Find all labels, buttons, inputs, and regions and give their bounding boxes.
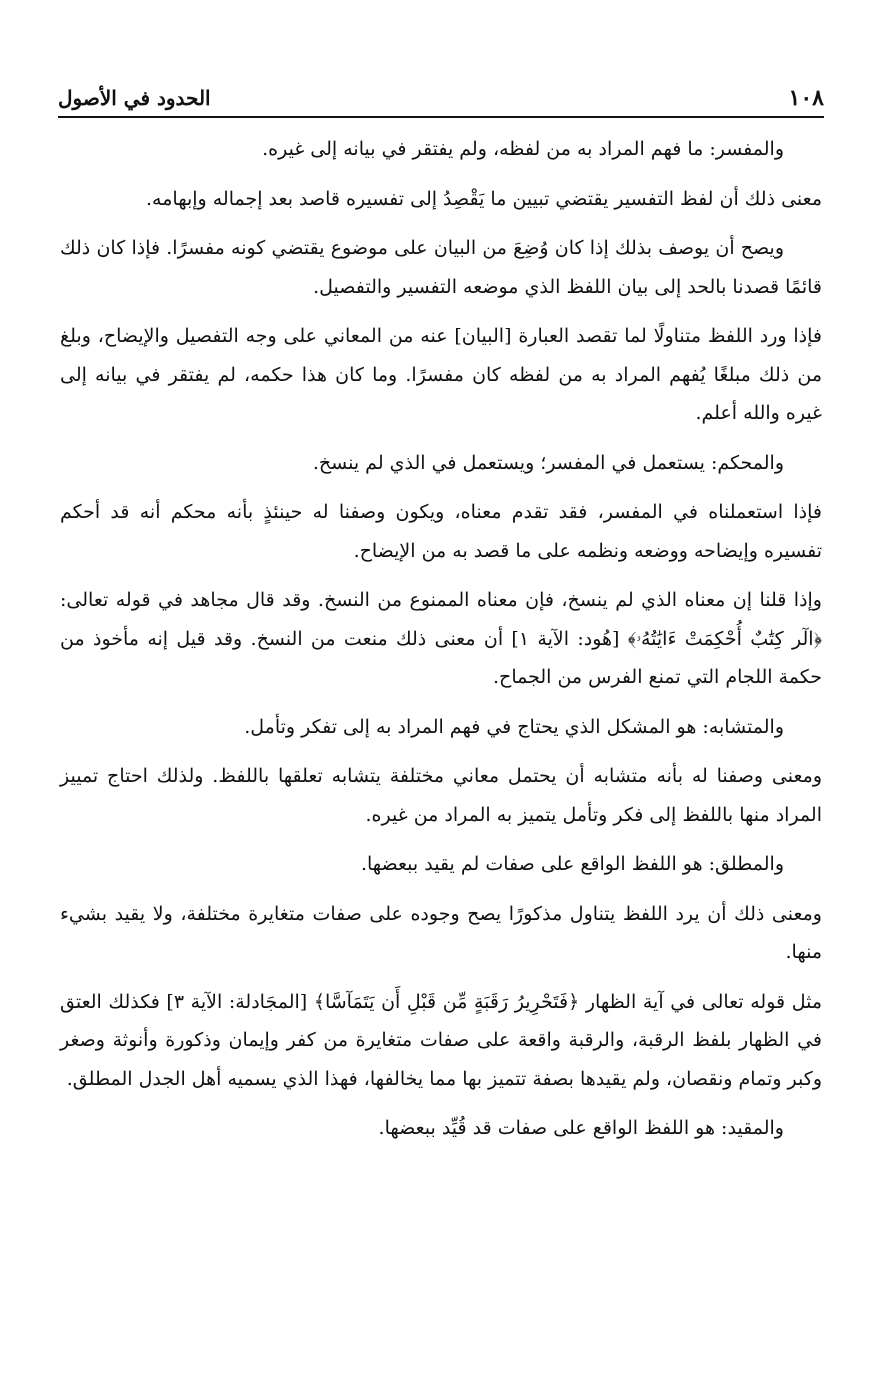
paragraph-abrogation-verse: وإذا قلنا إن معناه الذي لم ينسخ، فإن معناه الممنوع من النسخ. وقد قال مجاهد في قوله تعالى: ﴿الٓر كِتَٰبٌ أُحْكِمَتْ ءَايَٰتُهُۥ﴾ [هُود: الآية ١] أن معنى ذلك منعت من النسخ. وقد قيل إنه مأخوذ من حكمة اللجام التي تمنع الفرس من الجماح.: [60, 589, 822, 688]
paragraph-mutlaq-definition: والمطلق: هو اللفظ الواقع على صفات لم يقيد ببعضها.: [360, 853, 784, 875]
paragraph-mutashabih-definition: والمتشابه: هو المشكل الذي يحتاج في فهم المراد به إلى تفكر وتأمل.: [244, 715, 784, 738]
page-body: [60, 130, 822, 1159]
paragraph-mufassar-definition: والمفسر: ما فهم المراد به من لفظه، ولم يفتقر في بيانه إلى غيره.: [262, 138, 784, 160]
running-title: الحدود في الأصول: [58, 86, 211, 110]
paragraph-description-validity: ويصح أن يوصف بذلك إذا كان وُضِعَ من البيان على موضوع يقتضي كونه مفسرًا. فإذا كان ذلك قائمًا قصدنا بالحد إلى بيان اللفظ الذي موضعه التفسير والتفصيل.: [60, 237, 822, 298]
paragraph-zihar-verse: مثل قوله تعالى في آية الظهار ﴿فَتَحْرِيرُ رَقَبَةٍ مِّن قَبْلِ أَن يَتَمَآسَّا﴾ [المجَادلة: الآية ٣] فكذلك العتق في الظهار بلفظ الرقبة، والرقبة واقعة على صفات متغايرة من كفر وإيمان وذكورة وأنوثة وصغر وكبر وتمام ونقصان، ولم يقيدها بصفة تتميز بها مما يخالفها، فهذا الذي يسميه أهل الجدل المطلق.: [60, 990, 823, 1090]
header-rule: [58, 116, 824, 118]
paragraph-mutashabih-meaning: ومعنى وصفنا له بأنه متشابه أن يحتمل معاني مختلفة يتشابه تعلقها باللفظ. ولذلك احتاج تمييز المراد منها باللفظ إلى فكر وتأمل يتميز به المراد من غيره.: [60, 765, 822, 826]
page-header: [58, 78, 824, 112]
paragraph-muqayyad-definition: والمقيد: هو اللفظ الواقع على صفات قد قُيِّد ببعضها.: [378, 1117, 784, 1139]
paragraph-muhkam-definition: والمحكم: يستعمل في المفسر؛ ويستعمل في الذي لم ينسخ.: [312, 451, 784, 474]
paragraph-detail-clarity: فإذا ورد اللفظ متناولًا لما تقصد العبارة [البيان] عنه من المعاني على وجه التفصيل والإيضاح، وبلغ من ذلك مبلغًا يُفهم المراد به من لفظه كان مفسرًا. وما كان هذا حكمه، لم يفتقر في بيانه إلى غيره والله أعلم.: [60, 325, 822, 424]
paragraph-muhkam-usage: فإذا استعملناه في المفسر، فقد تقدم معناه، ويكون وصفنا له حينئذٍ بأنه محكم أنه قد أحكم تفسيره وإيضاحه ووضعه ونظمه على ما قصد به من الإيضاح.: [60, 501, 822, 562]
paragraph-tafsir-meaning: معنى ذلك أن لفظ التفسير يقتضي تبيين ما يَقْصِدُ إلى تفسيره قاصد بعد إجماله وإبهامه.: [146, 187, 822, 210]
paragraph-mutlaq-meaning: ومعنى ذلك أن يرد اللفظ يتناول مذكورًا يصح وجوده على صفات متغايرة مختلفة، ولا يقيد بشيء منها.: [60, 902, 822, 963]
page-number: ١٠٨: [788, 85, 824, 111]
